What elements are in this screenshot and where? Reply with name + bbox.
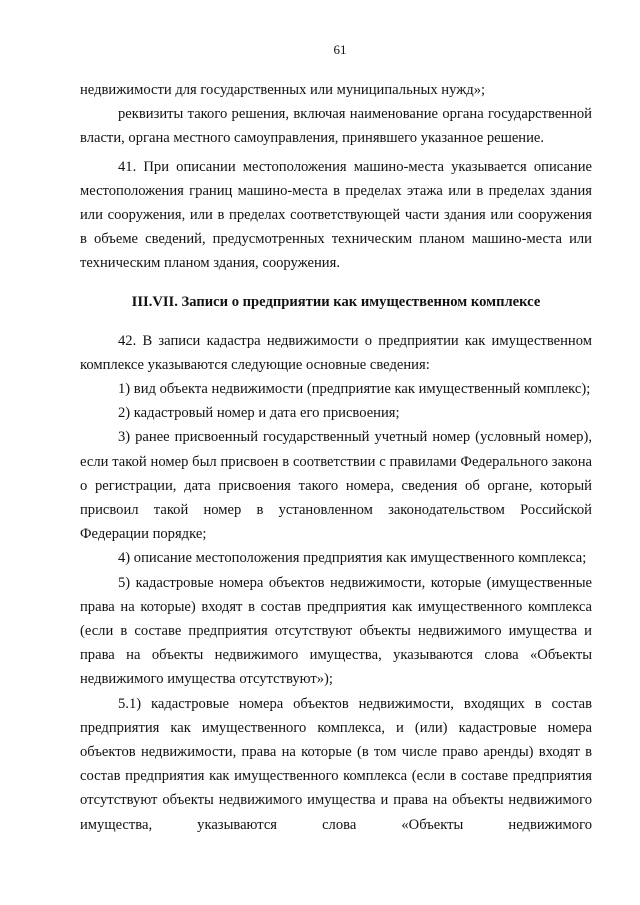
paragraph-requisites: реквизиты такого решения, включая наименование органа государственной власти, органа местного самоуправления, принявшего указанное решение. bbox=[80, 106, 592, 147]
list-item-3: 3) ранее присвоенный государственный учетный номер (условный номер), если такой номер был присвоен в соответствии с правилами Федерального закона о регистрации, дата присвоения такого номера, сведения об органе, который присвоил такой номер в установленном законодательством Российской Федерации порядке; bbox=[80, 429, 592, 543]
list-item-1: 1) вид объекта недвижимости (предприятие как имущественный комплекс); bbox=[118, 381, 591, 398]
paragraph-42: 42. В записи кадастра недвижимости о предприятии как имущественном комплексе указываются следующие основные сведения: bbox=[80, 332, 592, 373]
page-number: 61 bbox=[333, 42, 347, 57]
list-item-2: 2) кадастровый номер и дата его присвоения; bbox=[118, 405, 400, 422]
paragraph-continuation: недвижимости для государственных или муниципальных нужд»; bbox=[80, 82, 486, 98]
section-heading: III.VII. Записи о предприятии как имущественном комплексе bbox=[131, 293, 541, 310]
list-item-4: 4) описание местоположения предприятия как имущественного комплекса; bbox=[118, 550, 587, 567]
list-item-5-1: 5.1) кадастровые номера объектов недвижимости, входящих в состав предприятия как имущественного комплекса, и (или) кадастровые номера объектов недвижимости, права на которые (в том числе право аренды) входят в состав предприятия как имущественного комплекса (если в составе предприятия отсутствуют объекты недвижимого имущества и права на объекты недвижимого имущества, указываются слова «Объекты недвижимого bbox=[80, 695, 592, 833]
list-item-5: 5) кадастровые номера объектов недвижимости, которые (имущественные права на которые) входят в состав предприятия как имущественного комплекса (если в составе предприятия отсутствуют объекты недвижимого имущества и права на объекты недвижимого имущества, указываются слова «Объекты недвижимого имущества отсутствуют»); bbox=[80, 574, 592, 688]
paragraph-41: 41. При описании местоположения машино-места указывается описание местоположения границ машино-места в пределах этажа или в пределах здания или сооружения, или в пределах соответствующей части здания или сооружения в объеме сведений, предусмотренных техническим планом машино-места или техническим планом здания, сооружения. bbox=[80, 158, 592, 272]
